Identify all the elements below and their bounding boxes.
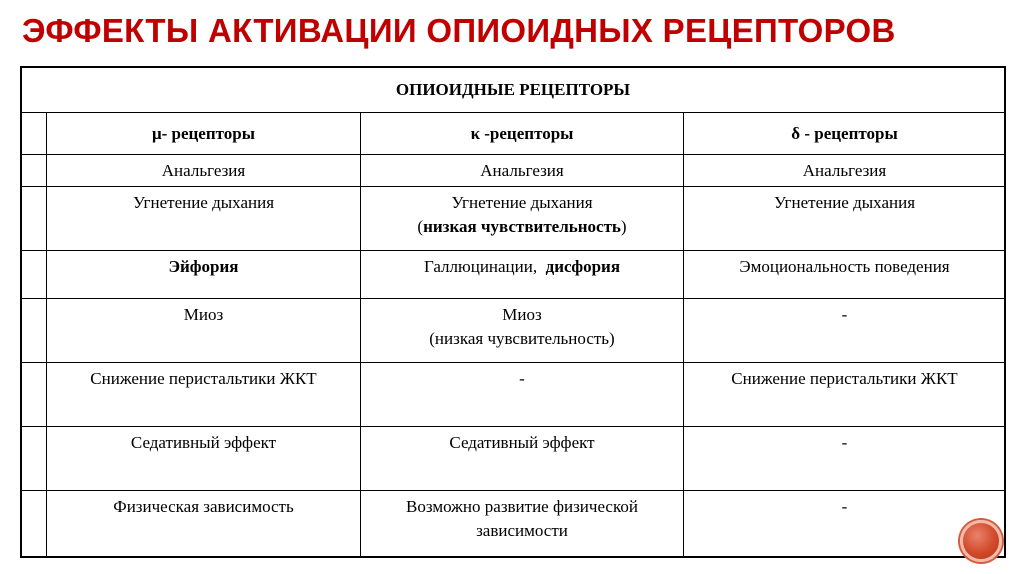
table-row — [21, 491, 1006, 558]
table-caption: ОПИОИДНЫЕ РЕЦЕПТОРЫ — [21, 67, 1006, 113]
paren-close: ) — [620, 217, 627, 236]
caption-row — [21, 67, 1006, 113]
table-row — [21, 155, 1006, 187]
row-stub — [21, 491, 47, 558]
cell-kappa-line: Возможно развитие физической — [406, 497, 638, 516]
cell-mu: Снижение перистальтики ЖКТ — [47, 363, 361, 427]
cell-kappa-note: зависимости — [476, 521, 568, 540]
cell-kappa: - — [361, 363, 684, 427]
table-row — [21, 251, 1006, 299]
row-stub — [21, 187, 47, 251]
cell-mu: Миоз — [47, 299, 361, 363]
header-delta: δ - рецепторы — [684, 113, 1006, 155]
cell-delta: Снижение перистальтики ЖКТ — [684, 363, 1006, 427]
paren-open: ( — [417, 217, 424, 236]
cell-kappa-bold: дисфория — [545, 257, 621, 276]
cell-delta: - — [684, 299, 1006, 363]
cell-delta: Эмоциональность поведения — [684, 251, 1006, 299]
cell-delta: - — [684, 427, 1006, 491]
table-row — [21, 187, 1006, 251]
row-stub — [21, 251, 47, 299]
cell-kappa-line: Угнетение дыхания — [451, 193, 593, 212]
cell-kappa — [361, 491, 684, 558]
cell-delta: Анальгезия — [684, 155, 1006, 187]
cell-kappa — [361, 251, 684, 299]
cell-mu: Угнетение дыхания — [47, 187, 361, 251]
header-mu: μ- рецепторы — [47, 113, 361, 155]
row-stub — [21, 299, 47, 363]
cell-kappa: Седативный эффект — [361, 427, 684, 491]
next-slide-icon[interactable] — [960, 520, 1002, 562]
cell-kappa-text: Галлюцинации, — [423, 257, 538, 276]
cell-kappa — [361, 187, 684, 251]
slide-title: ЭФФЕКТЫ АКТИВАЦИИ ОПИОИДНЫХ РЕЦЕПТОРОВ — [22, 12, 896, 49]
cell-delta: Угнетение дыхания — [684, 187, 1006, 251]
row-stub — [21, 427, 47, 491]
header-kappa: κ -рецепторы — [361, 113, 684, 155]
opioid-receptors-table — [20, 66, 1006, 558]
cell-kappa: Анальгезия — [361, 155, 684, 187]
cell-kappa-note: (низкая чувсвительность) — [429, 329, 615, 348]
row-stub — [21, 155, 47, 187]
cell-kappa-line: Миоз — [502, 305, 542, 324]
cell-delta: - — [684, 491, 1006, 558]
table-row — [21, 299, 1006, 363]
cell-kappa-note — [367, 215, 677, 239]
cell-mu: Эйфория — [47, 251, 361, 299]
header-row — [21, 113, 1006, 155]
table-row — [21, 363, 1006, 427]
cell-kappa — [361, 299, 684, 363]
cell-mu: Анальгезия — [47, 155, 361, 187]
cell-mu: Седативный эффект — [47, 427, 361, 491]
table-row — [21, 427, 1006, 491]
cell-mu: Физическая зависимость — [47, 491, 361, 558]
row-stub — [21, 363, 47, 427]
bold-note: низкая чувствительность — [423, 217, 621, 236]
row-stub — [21, 113, 47, 155]
